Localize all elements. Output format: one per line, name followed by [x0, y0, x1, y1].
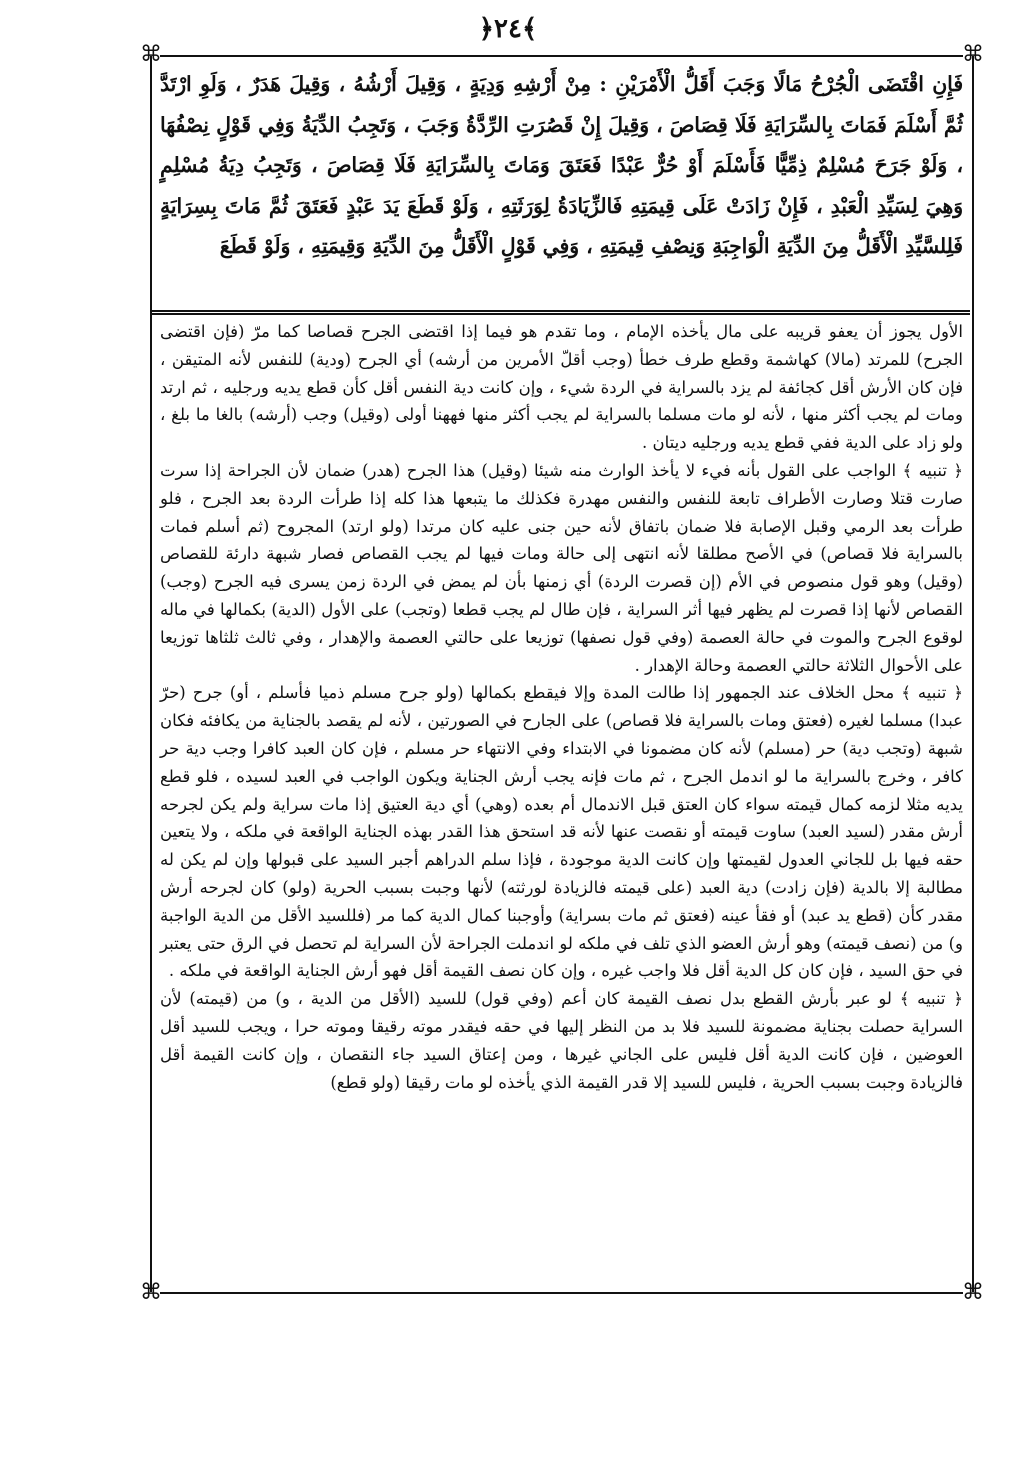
left-border-rule	[150, 56, 152, 1292]
page-number: ﴿٢٤﴾	[478, 14, 538, 44]
commentary-paragraph: ﴿ تنبيه ﴾ لو عبر بأرش القطع بدل نصف القيمة كان أعم (وفي قول) للسيد (الأقل من الدية ، و) من (قيمته) لأن السراية حصلت بجناية مضمونة للسيد فلا بد من النظر إليها في حقه فيقدر موته رقيقا وموته حرا ، ويجب للسيد أقل العوضين ، فإن كانت الدية أقل فليس على الجاني غيرها ، ومن إعتاق السيد جاء النقصان ، وإن كانت القيمة أقل فالزيادة وجبت بسبب الحرية ، فليس للسيد إلا قدر القيمة الذي يأخذه لو مات رقيقا (ولو قطع)	[160, 989, 963, 1092]
right-border-rule	[972, 56, 974, 1292]
corner-ornament-icon: ⌘	[140, 1280, 162, 1305]
bottom-border-rule	[160, 1292, 963, 1294]
commentary-paragraph: ﴿ تنبيه ﴾ الواجب على القول بأنه فيء لا يأخذ الوارث منه شيئا (وقيل) هذا الجرح (هدر) ضمان لأن الجراحة إذا سرت صارت قتلا وصارت الأطراف تابعة للنفس والنفس مهدرة فكذلك ما يتبعها هذا كله إذا طرأت الردة بعد الجرح ، فلو طرأت بعد الرمي وقبل الإصابة فلا ضمان باتفاق لأنه حين جنى عليه كان مرتدا (ولو ارتد) المجروح (ثم أسلم فمات بالسراية فلا قصاص) في الأصح مطلقا لأنه انتهى إلى حالة ومات فيها لم يجب القصاص فصار شبهة دارئة للقصاص (وقيل) وهو قول منصوص في الأم (إن قصرت الردة) أي زمنها بأن لم يمض في الردة زمن يسرى فيه الجرح (وجب) القصاص لأنها إذا قصرت لم يظهر فيها أثر السراية ، فإن طال لم يجب قطعا (وتجب) على الأول (الدية) بكمالها في ماله لوقوع الجرح والموت في حالة العصمة (وفي قول نصفها) توزيعا على حالتي العصمة والإهدار ، وفي ثالث ثلثاها توزيعا على الأحوال الثلاثة حالتي العصمة وحالة الإهدار .	[160, 460, 963, 675]
corner-ornament-icon: ⌘	[962, 1280, 984, 1305]
top-border-rule	[160, 55, 963, 57]
commentary-block	[160, 318, 963, 1096]
section-separator	[152, 310, 970, 315]
commentary-paragraph: ﴿ تنبيه ﴾ محل الخلاف عند الجمهور إذا طالت المدة وإلا فيقطع بكمالها (ولو جرح مسلم ذميا فأسلم ، أو) جرح (حرّ عبدا) مسلما لغيره (فعتق ومات بالسراية فلا قصاص) على الجارح في الصورتين ، لأنه لم يقصد بالجناية من يكافئه فكان شبهة (وتجب دية) حر (مسلم) لأنه كان مضمونا في الابتداء وفي الانتهاء حر مسلم ، فإن كان العبد كافرا وجب دية حر كافر ، وخرج بالسراية ما لو اندمل الجرح ، ثم مات فإنه يجب أرش الجناية ويكون الواجب في العبد لسيده ، فلو قطع يديه مثلا لزمه كمال قيمته سواء كان العتق قبل الاندمال أم بعده (وهي) أي دية العتيق إذا مات سراية ولم يكن لجرحه أرش مقدر (لسيد العبد) ساوت قيمته أو نقصت عنها لأنه قد استحق هذا القدر بهذه الجناية الواقعة في ملكه ، ولا يتعين حقه فيها بل للجاني العدول لقيمتها وإن كانت الدية موجودة ، فإذا سلم الدراهم أجبر السيد على قبولها وإن لم يكن له مطالبة إلا بالدية (فإن زادت) دية العبد (على قيمته فالزيادة لورثته) لأنها وجبت بسبب الحرية (ولو) كان لجرحه أرش مقدر كأن (قطع يد عبد) أو فقأ عينه (فعتق ثم مات بسراية) وأوجبنا كمال الدية كما مر (فللسيد الأقل من الدية الواجبة و) من (نصف قيمته) وهو أرش العضو الذي تلف في ملكه لو اندملت الجراحة لأن السراية لم تحصل في الرق حتى يعتبر في حق السيد ، فإن كان كل الدية أقل فلا واجب غيره ، وإن كان نصف القيمة أقل فهو أرش الجناية الواقعة في ملكه .	[160, 683, 963, 981]
corner-ornament-icon: ⌘	[140, 42, 162, 67]
main-text: فَإِنِ اقْتَضَى الْجُرْحُ مَالًا وَجَبَ أَقَلُّ الْأَمْرَيْنِ : مِنْ أَرْشِهِ وَدِيَةٍ ، وَقِيلَ أَرْشُهُ ، وَقِيلَ هَدَرٌ ، وَلَوِ ارْتَدَّ ثُمَّ أَسْلَمَ فَمَاتَ بِالسِّرَايَةِ فَلَا قِصَاصَ ، وَقِيلَ إِنْ قَصُرَتِ الرِّدَّةُ وَجَبَ ، وَتَجِبُ الدِّيَةُ وَفِي قَوْلٍ نِصْفُهَا ، وَلَوْ جَرَحَ مُسْلِمٌ ذِمِّيًّا فَأَسْلَمَ أَوْ حُرٌّ عَبْدًا فَعَتَقَ وَمَاتَ بِالسِّرَايَةِ فَلَا قِصَاصَ ، وَتَجِبُ دِيَةُ مُسْلِمٍ وَهِيَ لِسَيِّدِ الْعَبْدِ ، فَإِنْ زَادَتْ عَلَى قِيمَتِهِ فَالزِّيَادَةُ لِوَرَثَتِهِ ، وَلَوْ قَطَعَ يَدَ عَبْدٍ فَعَتَقَ ثُمَّ مَاتَ بِسِرَايَةٍ فَلِلسَّيِّدِ الْأَقَلُّ مِنَ الدِّيَةِ الْوَاجِبَةِ وَنِصْفِ قِيمَتِهِ ، وَفِي قَوْلٍ الْأَقَلُّ مِنَ الدِّيَةِ وَقِيمَتِهِ ، وَلَوْ قَطَعَ	[160, 72, 963, 258]
corner-ornament-icon: ⌘	[962, 42, 984, 67]
commentary-paragraph: الأول يجوز أن يعفو قريبه على مال يأخذه الإمام ، وما تقدم هو فيما إذا اقتضى الجرح قصاصا كما مرّ (فإن اقتضى الجرح) للمرتد (مالا) كهاشمة وقطع طرف خطأ (وجب أقلّ الأمرين من أرشه) أي الجرح (ودية) للنفس لأنه المتيقن ، فإن كان الأرش أقل كجائفة لم يزد بالسراية في الردة شيء ، وإن كانت دية النفس أقل كأن قطع يديه ورجليه ، ثم ارتد ومات لم يجب أكثر منها ، لأنه لو مات مسلما بالسراية لم يجب أكثر منها فههنا أولى (وقيل) وجب (أرشه) بالغا ما بلغ ، ولو زاد على الدية ففي قطع يديه ورجليه ديتان .	[160, 322, 963, 453]
